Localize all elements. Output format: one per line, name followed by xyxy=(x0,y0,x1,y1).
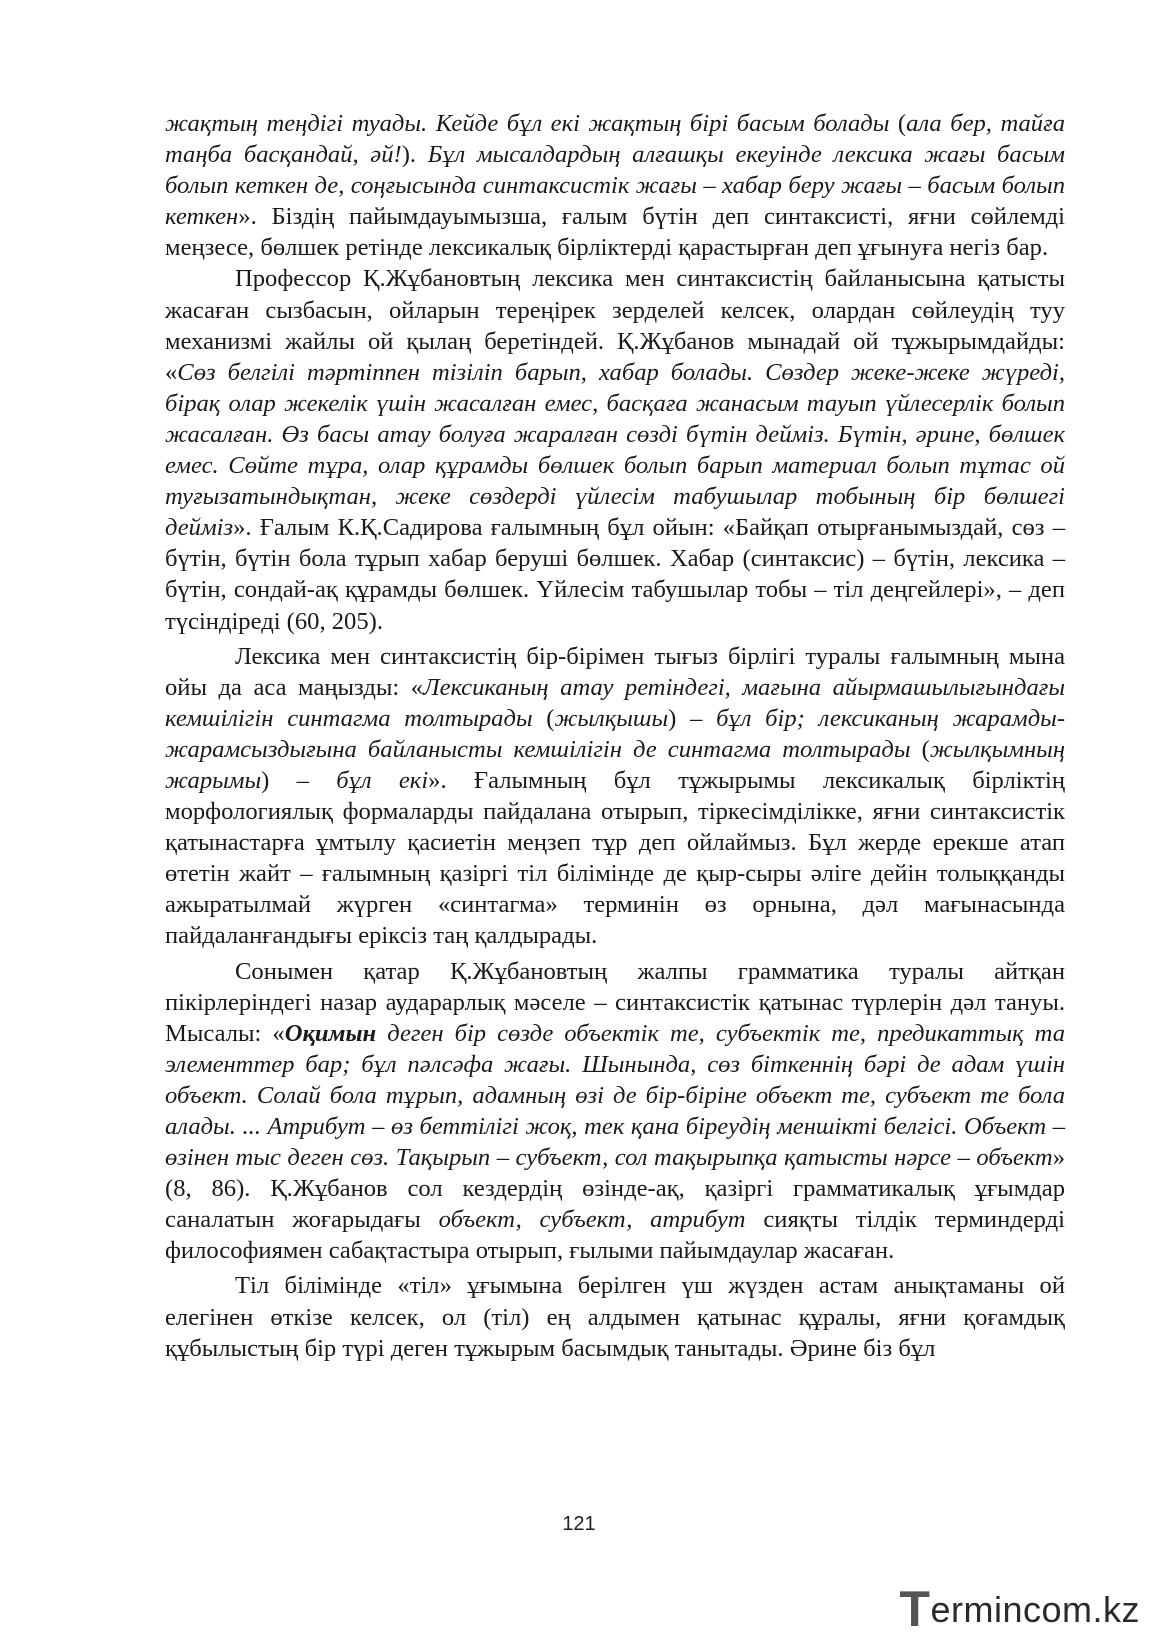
paragraph xyxy=(165,641,1065,952)
text-run: » (8, 86). Қ.Жұбанов сол кездердің өзінде-ақ, қазіргі грамматикалық ұғымдар саналатын жоғарыдағы xyxy=(165,1144,1065,1234)
paragraph xyxy=(165,956,1065,1267)
paragraph xyxy=(165,263,1065,636)
emphasis-text-run: Оқимын xyxy=(284,1019,377,1047)
text-run: ). xyxy=(401,141,428,169)
paragraph xyxy=(165,108,1065,263)
text-run: ( xyxy=(532,704,555,732)
watermark-logo xyxy=(899,1580,1140,1638)
text-run: ) – xyxy=(668,704,717,732)
watermark-text: ermincom xyxy=(930,1589,1093,1630)
text-run: Тіл білімінде «тіл» ұғымына берілген үш жүзден астам анықтаманы ой елегінен өткізе келсек, ол (тіл) ең алдымен қатынас құралы, яғни қоғамдық құбылыстың бір түрі деген тұжырым басымдық танытады. Әрине біз бұл xyxy=(165,1272,1065,1362)
document-body xyxy=(165,108,1065,1364)
watermark-domain: .kz xyxy=(1092,1589,1140,1630)
text-run: ». Ғалымның бұл тұжырымы лексикалық бірліктің морфологиялық формаларды пайдалана отырып, тіркесімділікке, яғни синтаксистік қатынастарға ұмтылу қасиетін меңзеп тұр деп ойлаймыз. Бұл жерде ерекше атап өтетін жайт – ғалымның қазіргі тіл білімінде де қыр-сыры әліге дейін толыққанды ажыратылмай жүрген «синтагма» терминін өз орнына, дәл мағынасында пайдаланғандығы еріксіз таң қалдырады. xyxy=(165,766,1065,950)
text-run: ». Біздің пайымдауымызша, ғалым бүтін деп синтаксисті, яғни сөйлемді меңзесе, бөлшек ретінде лексикалық бірліктерді қарастырған деп ұғынуға негіз бар. xyxy=(165,203,1065,262)
text-run: ( xyxy=(910,735,930,763)
emphasis-text-run: объект, субъект, атрибут xyxy=(438,1206,746,1234)
page-number: 121 xyxy=(562,1513,596,1535)
text-run: ( xyxy=(889,110,907,137)
watermark-big-letter: T xyxy=(899,1581,931,1637)
emphasis-text-run: деген бір сөзде объектік те, субъектік те, предикаттық та элементтер бар; бұл пәлсәфа жағы. Шынында, сөз біткеннің бәрі де адам үшін объект. Солай бола тұрып, адамның өзі де бір-біріне объект те, субъект те бола алады. ... Атрибут – өз беттілігі жоқ, тек қана біреудің меншікті белгісі. Объект – өзінен тыс деген сөз. Тақырып – субъект, сол тақырыпқа қатысты нәрсе – объект xyxy=(165,1019,1065,1172)
paragraph xyxy=(165,1270,1065,1363)
emphasis-text-run: жылқымның жарымы xyxy=(165,735,1066,794)
text-run: Лексика мен синтаксистің бір-бірімен тығыз бірлігі туралы ғалымның мына ойы да аса маңызды: « xyxy=(165,642,1065,701)
text-run: ». Ғалым К.Қ.Садирова ғалымның бұл ойын: «Байқап отырғанымыздай, сөз – бүтін, бүтін бола тұрып хабар беруші бөлшек. Хабар (синтаксис) – бүтін, лексика – бүтін, сондай-ақ құрамды бөлшек. Үйлесім табушылар тобы – тіл деңгейлері», – деп түсіндіреді (60, 205). xyxy=(165,514,1065,635)
emphasis-text-run: бұл бір; лексиканың жарамды-жарамсыздығына байланысты кемшілігін де синтагма толтырады xyxy=(165,704,1066,763)
emphasis-text-run: бұл екі xyxy=(336,766,429,794)
emphasis-text-run: Лексиканың атау ретіндегі, мағына айырмашылығындағы кемшілігін синтагма толтырады xyxy=(165,673,1065,732)
text-run: ) – xyxy=(261,766,337,794)
emphasis-text-run: Сөз белгілі тәртіппен тізіліп барып, хабар болады. Сөздер жеке-жеке жүреді, бірақ олар жекелік үшін жасалған емес, басқаға жанасым тауып үйлесерлік болып жасалған. Өз басы атау болуға жаралған сөзді бүтін дейміз. Бүтін, әрине, бөлшек емес. Сөйте тұра, олар құрамды бөлшек болып барып материал болып тұтас ой туғызатындықтан, жеке сөздерді үйлесім табушылар тобының бір бөлшегі дейміз xyxy=(165,358,1065,542)
emphasis-text-run: ала бер, тайға таңба басқандай, әй! xyxy=(165,110,1065,169)
text-run: сияқты тілдік терминдерді философиямен сабақтастыра отырып, ғылыми пайымдаулар жасаған. xyxy=(165,1206,1065,1265)
text-run: Профессор Қ.Жұбановтың лексика мен синтаксистің байланысына қатысты жасаған сызбасын, ойларын тереңірек зерделей келсек, олардан сөйлеудің туу механизмі жайлы ой қылаң беретіндей. Қ.Жұбанов мынадай ой тұжырымдайды: « xyxy=(165,265,1065,386)
emphasis-text-run: Бұл мысалдардың алғашқы екеуінде лексика жағы басым болып кеткен де, соңғысында синтаксистік жағы – хабар беру жағы – басым болып кеткен xyxy=(165,141,1065,231)
emphasis-text-run: жақтың теңдігі туады. Кейде бұл екі жақтың бірі басым болады xyxy=(165,110,890,137)
text-run: Сонымен қатар Қ.Жұбановтың жалпы грамматика туралы айтқан пікірлеріндегі назар аударарлық мәселе – синтаксистік қатынас түрлерін дәл тануы. Мысалы: « xyxy=(165,957,1065,1047)
emphasis-text-run: жылқышы xyxy=(554,704,669,732)
